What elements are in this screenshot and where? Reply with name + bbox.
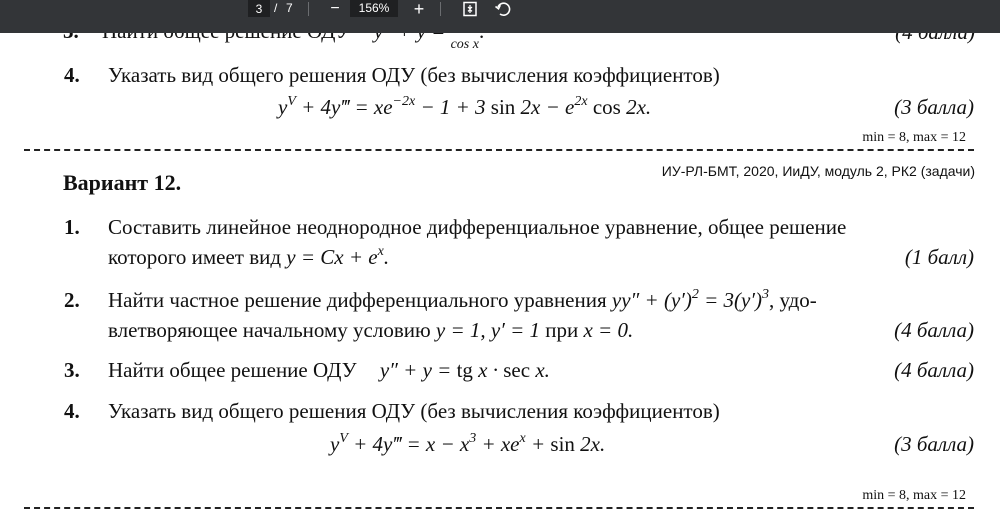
rotate-icon xyxy=(494,0,512,18)
task-text: влетворяющее начальному условию xyxy=(108,318,431,342)
min-max-score: min = 8, max = 12 xyxy=(862,488,966,503)
task-number: 4. xyxy=(64,63,80,87)
pdf-viewer-toolbar xyxy=(0,0,1000,33)
page-number-input[interactable] xyxy=(248,0,270,17)
formula: x = 0. xyxy=(583,318,634,342)
zoom-out-icon: − xyxy=(330,0,340,17)
formula: y = 1, y′ = 1 xyxy=(435,318,540,342)
formula: $y = Cx + e^x$. xyxy=(286,244,390,269)
zoom-in-icon: + xyxy=(413,0,425,19)
variant-title: Вариант 12. xyxy=(63,170,182,195)
document-page xyxy=(0,33,1000,532)
formula: y″ + y = tg x · sec x. xyxy=(379,358,550,382)
task-text: , удо- xyxy=(768,288,817,312)
zoom-level-display[interactable]: 156% xyxy=(350,0,398,17)
task-text: при xyxy=(545,318,579,342)
fraction-denominator: cos x xyxy=(450,37,479,52)
fit-page-button[interactable] xyxy=(459,0,481,18)
formula: $y^V$ + 4y‴ = $xe^{-2x} - 1 + 3$ $\sin 2x - e^{2x}$ cos 2x. xyxy=(278,94,652,119)
fit-page-icon xyxy=(462,1,478,17)
task-points: (3 балла) xyxy=(894,95,974,119)
task-number: 1. xyxy=(64,215,80,239)
task-points: (4 балла) xyxy=(894,358,974,382)
zoom-in-button[interactable] xyxy=(408,0,430,18)
header-info: ИУ-РЛ-БМТ, 2020, ИиДУ, модуль 2, РК2 (задачи) xyxy=(661,163,975,179)
toolbar-divider xyxy=(440,2,441,16)
page-separator: / xyxy=(274,1,278,15)
task-number: 2. xyxy=(64,288,80,312)
task-text: Найти общее решение ОДУ xyxy=(108,358,357,382)
task-text-line xyxy=(108,317,633,343)
rotate-button[interactable] xyxy=(492,0,514,18)
task-text: Составить линейное неоднородное дифференциальное уравнение, общее решение xyxy=(108,215,847,239)
zoom-out-button[interactable] xyxy=(324,0,346,18)
task-text: которого имеет вид xyxy=(108,245,282,269)
toolbar-divider xyxy=(308,2,309,16)
variant-separator xyxy=(24,507,974,509)
formula: $y^V$ + 4y‴ = $x - x^3 + xe^x + \sin 2x$. xyxy=(330,431,606,456)
page-total: 7 xyxy=(286,1,293,15)
formula: $yy'' + (y')^2 = 3(y')^3$ xyxy=(611,287,769,312)
task-number: 4. xyxy=(64,399,80,423)
task-text-line xyxy=(108,244,389,270)
task-text: Указать вид общего решения ОДУ (без вычисления коэффициентов) xyxy=(108,399,720,423)
task-points: (3 балла) xyxy=(894,432,974,456)
variant-separator xyxy=(24,149,974,151)
min-max-score: min = 8, max = 12 xyxy=(862,130,966,145)
task-number: 3. xyxy=(64,358,80,382)
task-text-line xyxy=(108,287,974,313)
task-text: Указать вид общего решения ОДУ (без вычисления коэффициентов) xyxy=(108,63,720,87)
task-text: Найти частное решение дифференциального уравнения xyxy=(108,288,607,312)
task-text-line xyxy=(108,357,550,383)
task-points: (4 балла) xyxy=(894,318,974,342)
task-points: (1 балл) xyxy=(904,245,974,269)
